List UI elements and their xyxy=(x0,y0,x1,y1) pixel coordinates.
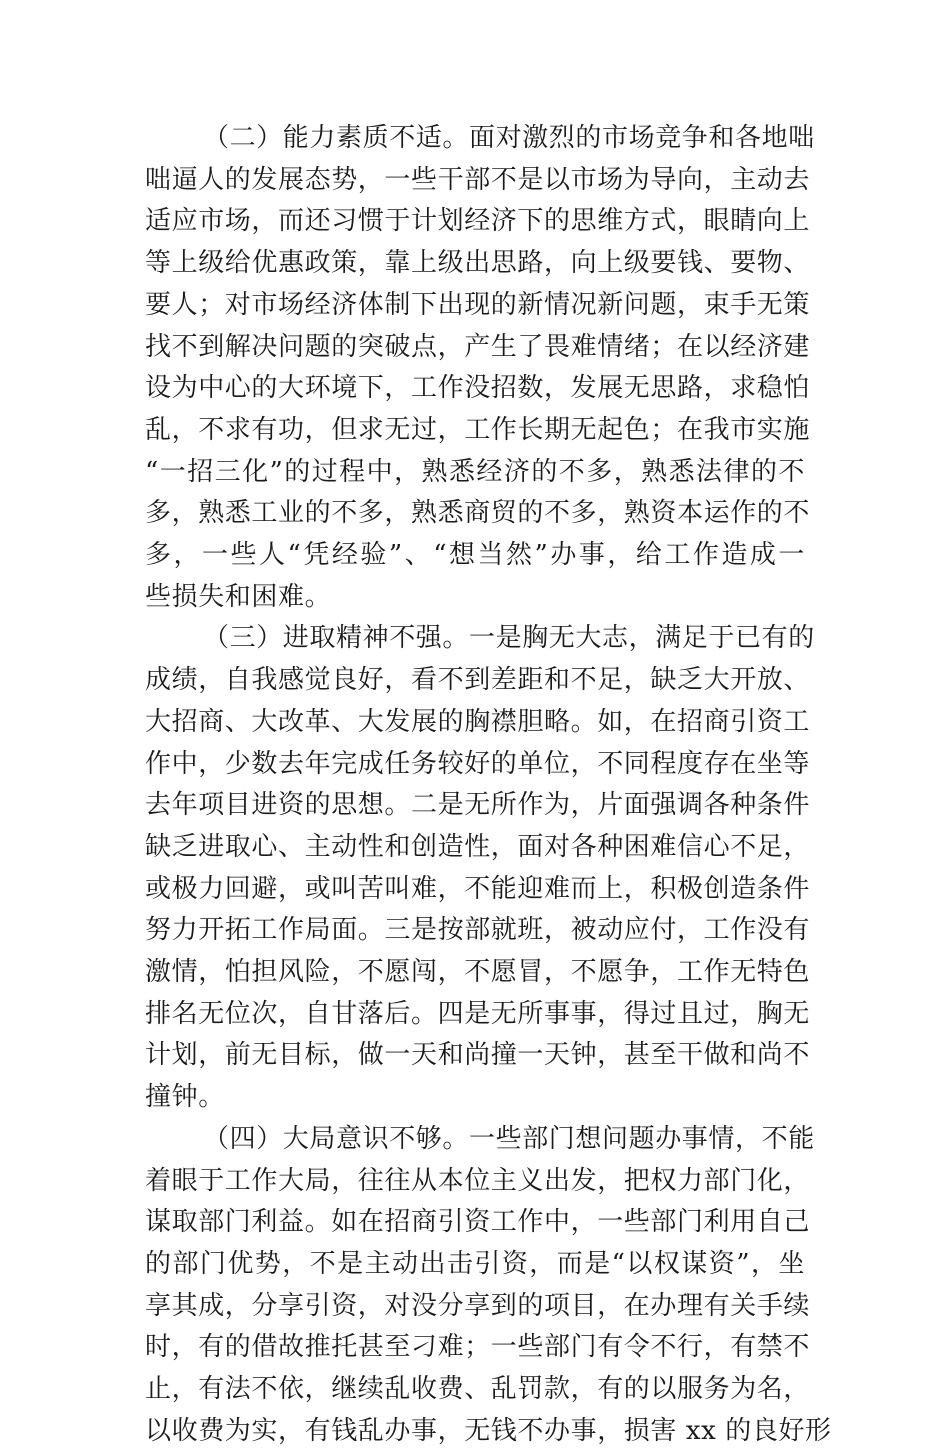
text-line: 着眼于工作大局，往往从本位主义出发，把权力部门化， xyxy=(145,1165,811,1196)
text-line: 作中，少数去年完成任务较好的单位，不同程度存在坐等 xyxy=(145,748,811,779)
text-line: 的部门优势，不是主动出击引资，而是“以权谋资”，坐 xyxy=(145,1248,805,1279)
text-line: 激情，怕担风险，不愿闯，不愿冒，不愿争，工作无特色 xyxy=(145,957,811,988)
text-line: （四）大局意识不够。一些部门想问题办事情，不能 xyxy=(203,1123,815,1154)
text-line: 去年项目进资的思想。二是无所作为，片面强调各种条件 xyxy=(145,790,811,821)
paragraph-overall-awareness xyxy=(145,1119,832,1453)
document-body xyxy=(145,118,832,1453)
paragraph-enterprise xyxy=(145,618,815,1118)
text-line: 乱，不求有功，但求无过，工作长期无起色；在我市实施 xyxy=(145,414,811,445)
text-line: 咄逼人的发展态势，一些干部不是以市场为导向，主动去 xyxy=(145,164,811,195)
text-line: 谋取部门利益。如在招商引资工作中，一些部门利用自己 xyxy=(145,1207,811,1238)
text-line: 撞钟。 xyxy=(145,1082,225,1113)
text-line: 设为中心的大环境下，工作没招数，发展无思路，求稳怕 xyxy=(145,373,811,404)
text-line: 计划，前无目标，做一天和尚撞一天钟，甚至干做和尚不 xyxy=(145,1040,811,1071)
text-line: （三）进取精神不强。一是胸无大志，满足于已有的 xyxy=(203,623,815,654)
text-line: 排名无位次，自甘落后。四是无所事事，得过且过，胸无 xyxy=(145,998,811,1029)
text-line: 找不到解决问题的突破点，产生了畏难情绪；在以经济建 xyxy=(145,331,811,362)
text-line: 努力开拓工作局面。三是按部就班，被动应付，工作没有 xyxy=(145,915,811,946)
text-line: 等上级给优惠政策，靠上级出思路，向上级要钱、要物、 xyxy=(145,248,811,279)
text-line: 要人；对市场经济体制下出现的新情况新问题，束手无策 xyxy=(145,289,811,320)
text-line: “一招三化”的过程中，熟悉经济的不多，熟悉法律的不 xyxy=(145,456,805,487)
text-line: 适应市场，而还习惯于计划经济下的思维方式，眼睛向上 xyxy=(145,206,811,237)
text-line: 以收费为实，有钱乱办事，无钱不办事，损害 xx 的良好形 xyxy=(145,1415,832,1446)
text-line: 止，有法不依，继续乱收费、乱罚款，有的以服务为名， xyxy=(145,1374,811,1405)
text-line: 享其成，分享引资，对没分享到的项目，在办理有关手续 xyxy=(145,1290,811,1321)
text-line: 大招商、大改革、大发展的胸襟胆略。如，在招商引资工 xyxy=(145,706,811,737)
text-line: 或极力回避，或叫苦叫难，不能迎难而上，积极创造条件 xyxy=(145,873,811,904)
text-line: 缺乏进取心、主动性和创造性，面对各种困难信心不足， xyxy=(145,831,811,862)
text-line: 成绩，自我感觉良好，看不到差距和不足，缺乏大开放、 xyxy=(145,665,811,696)
text-line: 些损失和困难。 xyxy=(145,581,332,612)
text-line: （二）能力素质不适。面对激烈的市场竞争和各地咄 xyxy=(203,123,815,153)
text-line: 时，有的借故推托甚至刁难；一些部门有令不行，有禁不 xyxy=(145,1332,811,1363)
text-line: 多，一些人“凭经验”、“想当然”办事，给工作造成一 xyxy=(145,540,805,571)
paragraph-capability xyxy=(145,118,815,618)
text-line: 多，熟悉工业的不多，熟悉商贸的不多，熟资本运作的不 xyxy=(145,498,811,529)
